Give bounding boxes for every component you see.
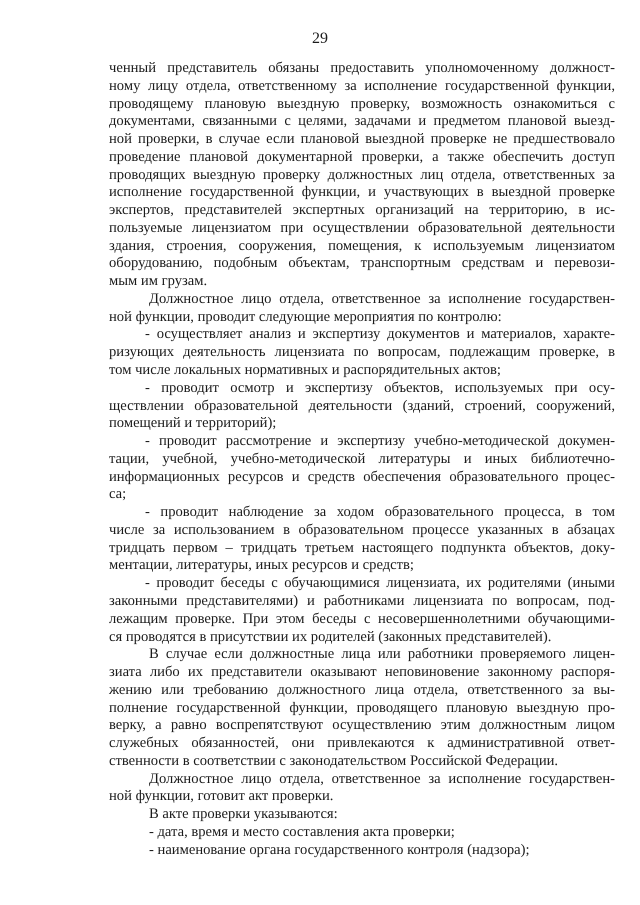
text-line: ной функции, проводит следующие мероприятия по контролю: bbox=[109, 308, 502, 325]
text-line: ченный представитель обязаны предоставить уполномоченному должност- bbox=[109, 60, 615, 76]
text-line: ризующих деятельность лицензиата по вопросам, подлежащим проверке, в bbox=[109, 344, 615, 361]
text-line: проводящих выездную проверку должностных лиц отдела, ответственных за bbox=[109, 166, 615, 183]
text-line: - проводит рассмотрение и экспертизу учебно-методической докумен- bbox=[145, 433, 615, 450]
text-line: Должностное лицо отдела, ответственное за исполнение государствен- bbox=[149, 770, 615, 787]
text-line: ся проводятся в присутствии их родителей (законных представителей). bbox=[109, 628, 552, 645]
text-line: ной проверки, в случае если плановой выездной проверке не предшествовало bbox=[109, 131, 615, 148]
text-line: том числе локальных нормативных и распорядительных актов; bbox=[109, 362, 501, 379]
text-line: документами, связанными с целями, задачами и предметом плановой выезд- bbox=[109, 113, 615, 130]
text-line: - осуществляет анализ и экспертизу документов и материалов, характе- bbox=[145, 326, 615, 343]
text-line: - дата, время и место составления акта проверки; bbox=[149, 823, 455, 840]
text-line: са; bbox=[109, 486, 127, 503]
text-line: служебных обязанностей, они привлекаются к административной ответ- bbox=[109, 735, 615, 752]
text-line: полнение государственной функции, проводящего плановую выездную про- bbox=[109, 699, 615, 716]
text-line: тридцать первом – тридцать третьем настоящего подпункта объектов, доку- bbox=[109, 539, 615, 556]
text-line: помещений и территорий); bbox=[109, 415, 277, 432]
text-line: - проводит осмотр и экспертизу объектов, используемых при осу- bbox=[145, 379, 615, 396]
text-line: ществлении образовательной деятельности (зданий, строений, сооружений, bbox=[109, 397, 615, 414]
text-line: зиата либо их представители оказывают неповиновение законному распоря- bbox=[109, 664, 615, 681]
text-line: мым им грузам. bbox=[109, 273, 208, 290]
text-line: - наименование органа государственного контроля (надзора); bbox=[149, 841, 530, 858]
text-line: экспертов, представителей экспертных организаций на территорию, в ис- bbox=[109, 202, 615, 219]
text-line: законными представителями) и работниками лицензиата по вопросам, под- bbox=[109, 592, 615, 609]
text-line: лежащим проверке. При этом беседы с несовершеннолетними обучающими- bbox=[109, 610, 615, 627]
text-line: ментации, литературы, иных ресурсов и средств; bbox=[109, 557, 414, 574]
document-body bbox=[109, 60, 615, 859]
text-line: исполнение государственной функции, и участвующих в выездной проверке bbox=[109, 184, 615, 201]
text-line: проводящему плановую выездную проверку, возможность ознакомиться с bbox=[109, 95, 615, 112]
text-line: информационных ресурсов и средств обеспечения образовательного процес- bbox=[109, 468, 615, 485]
text-line: - проводит беседы с обучающимися лицензиата, их родителями (иными bbox=[145, 575, 615, 592]
text-line: здания, строения, сооружения, помещения, к используемым лицензиатом bbox=[109, 237, 615, 254]
text-line: Должностное лицо отдела, ответственное за исполнение государствен- bbox=[149, 290, 615, 307]
text-line: В случае если должностные лица или работники проверяемого лицен- bbox=[149, 646, 615, 663]
text-line: пользуемые лицензиатом при осуществлении образовательной деятельности bbox=[109, 219, 615, 236]
text-line: верку, а равно воспрепятствуют осуществлению этим должностным лицом bbox=[109, 717, 615, 734]
text-line: ному лицу отдела, ответственному за исполнение государственной функции, bbox=[109, 77, 615, 94]
text-line: В акте проверки указываются: bbox=[149, 806, 338, 823]
text-line: жению или требованию должностного лица отдела, ответственного за вы- bbox=[109, 681, 615, 698]
text-line: ственности в соответствии с законодательством Российской Федерации. bbox=[109, 752, 559, 769]
text-line: проведение плановой документарной проверки, а также обеспечить доступ bbox=[109, 148, 615, 165]
page-number: 29 bbox=[312, 30, 328, 47]
text-line: тации, учебной, учебно-методической литературы и иных библиотечно- bbox=[109, 450, 615, 467]
text-line: - проводит наблюдение за ходом образовательного процесса, в том bbox=[145, 504, 615, 521]
text-line: оборудованию, подобным объектам, транспортным средствам и перевози- bbox=[109, 255, 615, 272]
text-line: числе за использованием в образовательном процессе указанных в абзацах bbox=[109, 521, 615, 538]
text-line: ной функции, готовит акт проверки. bbox=[109, 788, 334, 805]
